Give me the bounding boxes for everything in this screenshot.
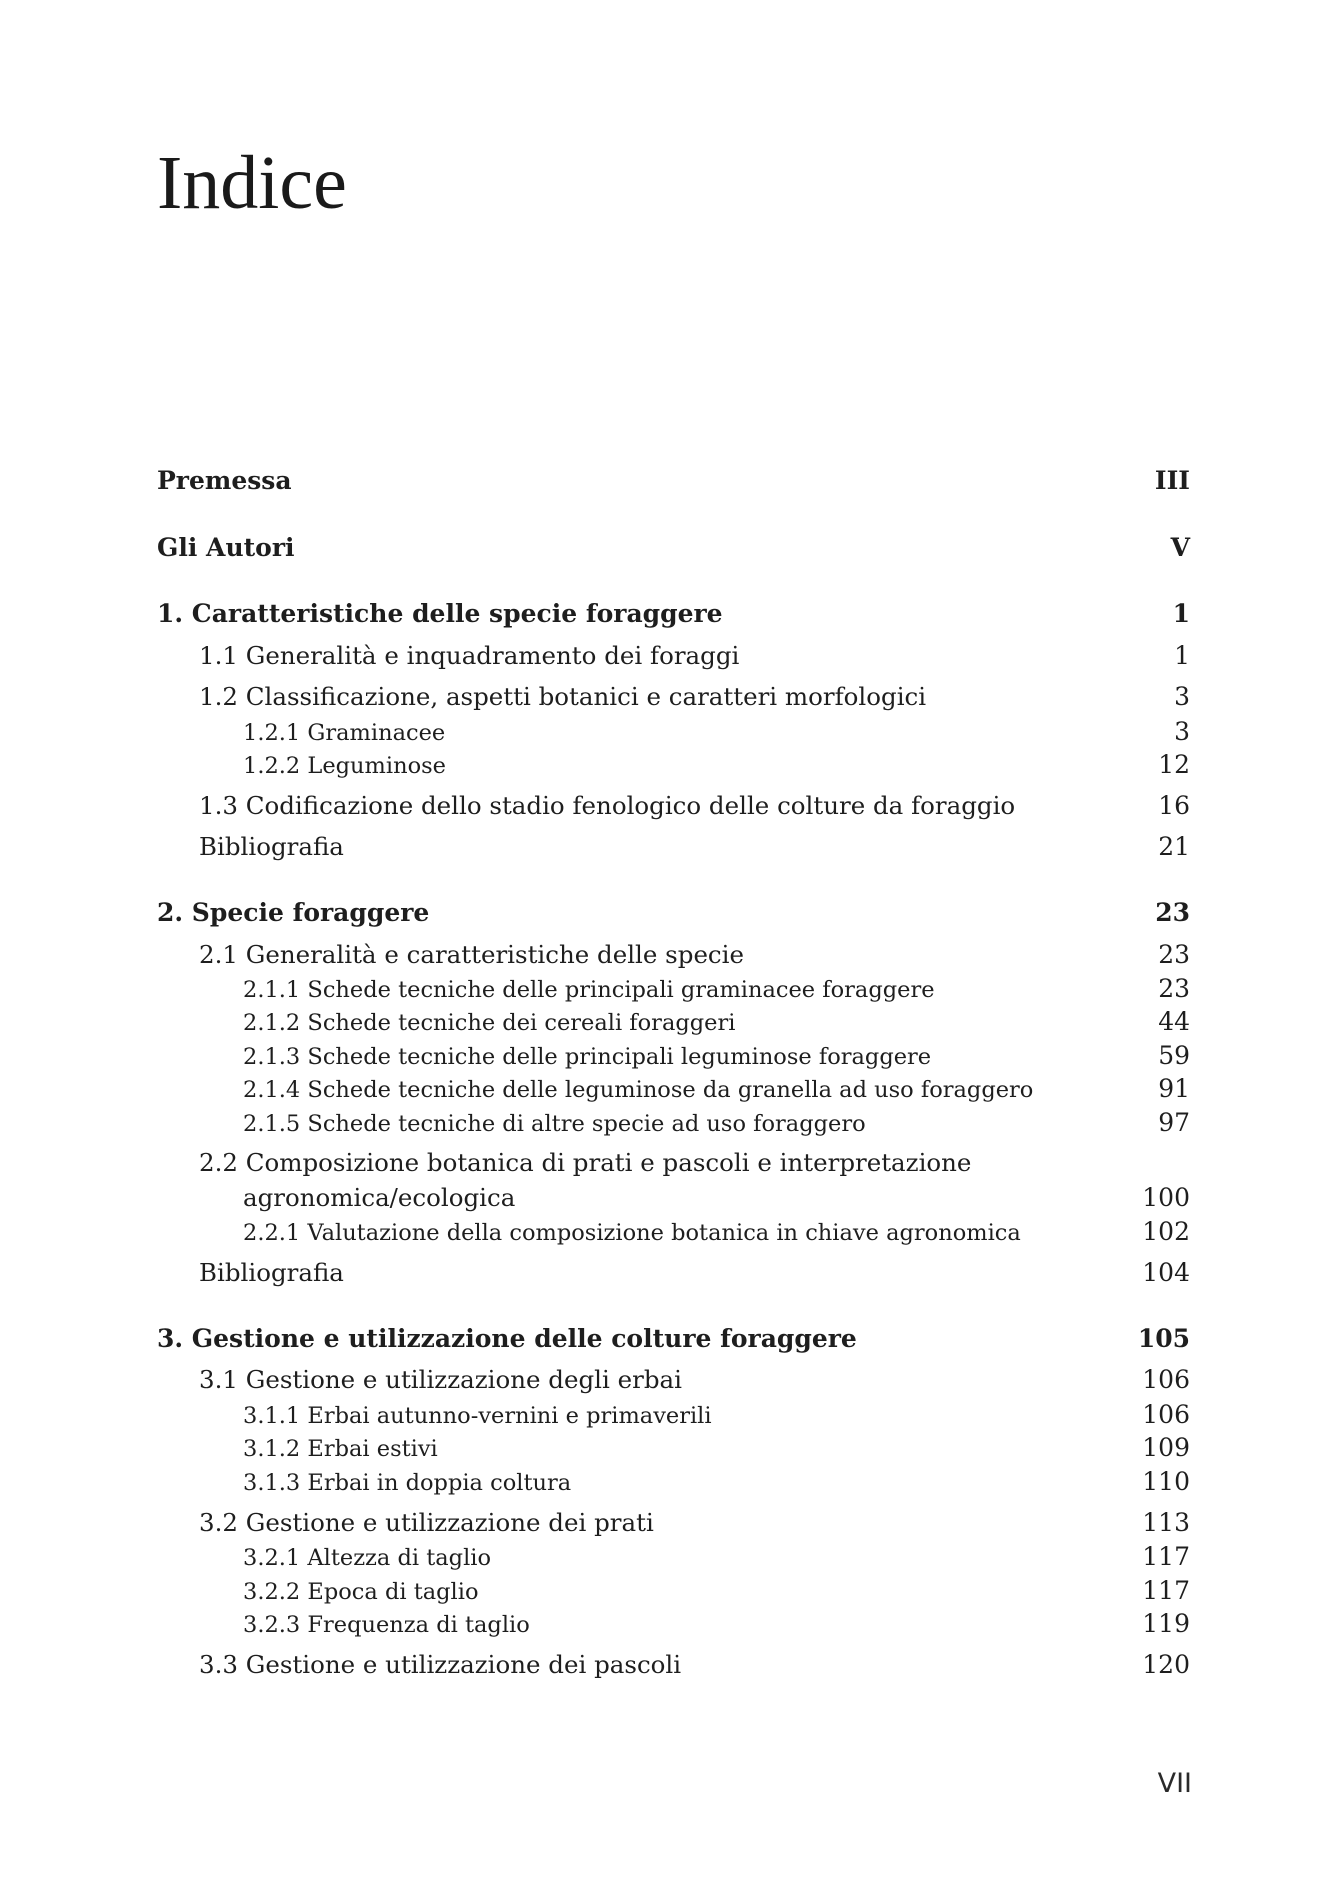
toc-entry-page: 3 bbox=[1174, 682, 1190, 711]
toc-subsection-1-2-1[interactable] bbox=[157, 719, 1190, 745]
toc-entry-page: III bbox=[1154, 466, 1190, 495]
toc-entry-title: 1.2 Classificazione, aspetti botanici e caratteri morfologici bbox=[199, 682, 927, 711]
toc-entry-title: 1.1 Generalità e inquadramento dei foraggi bbox=[199, 641, 740, 670]
toc-entry-title: 3.1.3 Erbai in doppia coltura bbox=[243, 1470, 572, 1496]
toc-entry-page: 105 bbox=[1137, 1324, 1190, 1353]
toc-section-1-1[interactable] bbox=[157, 643, 1190, 669]
toc-section-3-1[interactable] bbox=[157, 1367, 1190, 1393]
toc-entry-title: 2.2.1 Valutazione della composizione botanica in chiave agronomica bbox=[243, 1220, 1021, 1246]
toc-subsection-3-2-3[interactable] bbox=[157, 1611, 1190, 1637]
toc-entry-title: 3. Gestione e utilizzazione delle colture foraggere bbox=[157, 1324, 857, 1353]
toc-bibliografia-2[interactable] bbox=[157, 1260, 1190, 1286]
toc-entry-page: 1 bbox=[1174, 641, 1190, 670]
toc-entry-page: 91 bbox=[1158, 1074, 1190, 1103]
toc-section-2-2[interactable] bbox=[157, 1148, 1190, 1177]
toc-section-3-3[interactable] bbox=[157, 1652, 1190, 1678]
toc-bibliografia-1[interactable] bbox=[157, 834, 1190, 860]
toc-section-2-2-continued[interactable] bbox=[157, 1185, 1190, 1211]
toc-entry-page: 102 bbox=[1142, 1217, 1190, 1246]
toc-section-2-1[interactable] bbox=[157, 942, 1190, 968]
toc-entry-page: 16 bbox=[1158, 791, 1190, 820]
toc-entry-page: 104 bbox=[1142, 1258, 1190, 1287]
toc-entry-title: Bibliografia bbox=[199, 832, 344, 861]
toc-entry-title: 3.3 Gestione e utilizzazione dei pascoli bbox=[199, 1650, 682, 1679]
toc-entry-page: 106 bbox=[1142, 1365, 1190, 1394]
toc-entry-title: 3.2.1 Altezza di taglio bbox=[243, 1545, 492, 1571]
toc-subsection-2-1-4[interactable] bbox=[157, 1076, 1190, 1102]
toc-subsection-3-1-1[interactable] bbox=[157, 1402, 1190, 1428]
toc-entry-title: 2.2 Composizione botanica di prati e pascoli e interpretazione bbox=[199, 1148, 972, 1177]
toc-entry-page: 1 bbox=[1172, 599, 1190, 628]
toc-entry-title: 3.2 Gestione e utilizzazione dei prati bbox=[199, 1508, 654, 1537]
toc-entry-title: 2.1.2 Schede tecniche dei cereali foraggeri bbox=[243, 1010, 736, 1036]
toc-entry-title: 2. Specie foraggere bbox=[157, 898, 430, 927]
toc-entry-title: 3.2.2 Epoca di taglio bbox=[243, 1579, 479, 1605]
toc-entry-page: 100 bbox=[1142, 1183, 1190, 1212]
toc-chapter-2[interactable] bbox=[157, 900, 1190, 925]
toc-entry-premessa[interactable] bbox=[157, 468, 1190, 493]
toc-entry-title: 3.2.3 Frequenza di taglio bbox=[243, 1612, 530, 1638]
toc-entry-page: 23 bbox=[1155, 898, 1190, 927]
toc-entry-page: 109 bbox=[1142, 1433, 1190, 1462]
toc-entry-title: 3.1.1 Erbai autunno-vernini e primaverili bbox=[243, 1403, 712, 1429]
toc-subsection-2-2-1[interactable] bbox=[157, 1219, 1190, 1245]
toc-subsection-2-1-2[interactable] bbox=[157, 1009, 1190, 1035]
toc-entry-page: 117 bbox=[1142, 1576, 1190, 1605]
page-title: Indice bbox=[157, 141, 347, 225]
toc-entry-title: 2.1.5 Schede tecniche di altre specie ad uso foraggero bbox=[243, 1111, 866, 1137]
toc-entry-page: 110 bbox=[1142, 1467, 1190, 1496]
toc-entry-page: 117 bbox=[1142, 1542, 1190, 1571]
toc-entry-title: 2.1 Generalità e caratteristiche delle specie bbox=[199, 940, 744, 969]
toc-subsection-3-2-2[interactable] bbox=[157, 1578, 1190, 1604]
toc-entry-page: 12 bbox=[1158, 750, 1190, 779]
toc-entry-title: 2.1.4 Schede tecniche delle leguminose da granella ad uso foraggero bbox=[243, 1077, 1034, 1103]
toc-subsection-2-1-3[interactable] bbox=[157, 1043, 1190, 1069]
toc-subsection-3-1-3[interactable] bbox=[157, 1469, 1190, 1495]
toc-entry-title: 1. Caratteristiche delle specie foraggere bbox=[157, 599, 723, 628]
toc-entry-title: Gli Autori bbox=[157, 533, 295, 562]
toc-chapter-1[interactable] bbox=[157, 601, 1190, 626]
toc-entry-page: 120 bbox=[1142, 1650, 1190, 1679]
toc-entry-page: 3 bbox=[1174, 717, 1190, 746]
toc-subsection-3-2-1[interactable] bbox=[157, 1544, 1190, 1570]
toc-entry-title: 1.2.1 Graminacee bbox=[243, 720, 446, 746]
toc-entry-title: 2.1.1 Schede tecniche delle principali graminacee foraggere bbox=[243, 977, 935, 1003]
page-number: VII bbox=[1157, 1768, 1192, 1799]
toc-entry-title: agronomica/ecologica bbox=[243, 1183, 516, 1212]
toc-entry-page: 119 bbox=[1142, 1609, 1190, 1638]
toc-entry-title: 3.1 Gestione e utilizzazione degli erbai bbox=[199, 1365, 682, 1394]
toc-subsection-2-1-5[interactable] bbox=[157, 1110, 1190, 1136]
toc-subsection-2-1-1[interactable] bbox=[157, 976, 1190, 1002]
toc-entry-page: 106 bbox=[1142, 1400, 1190, 1429]
toc-entry-title: Bibliografia bbox=[199, 1258, 344, 1287]
toc-entry-page: 21 bbox=[1158, 832, 1190, 861]
toc-section-3-2[interactable] bbox=[157, 1510, 1190, 1536]
toc-entry-title: 1.3 Codificazione dello stadio fenologico delle colture da foraggio bbox=[199, 791, 1016, 820]
toc-entry-page: 59 bbox=[1158, 1041, 1190, 1070]
toc-entry-title: 1.2.2 Leguminose bbox=[243, 753, 446, 779]
toc-entry-page: 23 bbox=[1158, 940, 1190, 969]
toc-entry-page: 44 bbox=[1158, 1007, 1190, 1036]
toc-entry-title: 2.1.3 Schede tecniche delle principali leguminose foraggere bbox=[243, 1044, 932, 1070]
toc-entry-gli-autori[interactable] bbox=[157, 535, 1190, 560]
toc-entry-title: Premessa bbox=[157, 466, 292, 495]
toc-entry-page: V bbox=[1170, 533, 1190, 562]
toc-subsection-3-1-2[interactable] bbox=[157, 1435, 1190, 1461]
toc-entry-title: 3.1.2 Erbai estivi bbox=[243, 1436, 438, 1462]
toc-subsection-1-2-2[interactable] bbox=[157, 752, 1190, 778]
toc-chapter-3[interactable] bbox=[157, 1326, 1190, 1351]
toc-entry-page: 97 bbox=[1158, 1108, 1190, 1137]
toc-section-1-2[interactable] bbox=[157, 684, 1190, 710]
toc-section-1-3[interactable] bbox=[157, 793, 1190, 819]
toc-entry-page: 23 bbox=[1158, 974, 1190, 1003]
toc-entry-page: 113 bbox=[1142, 1508, 1190, 1537]
